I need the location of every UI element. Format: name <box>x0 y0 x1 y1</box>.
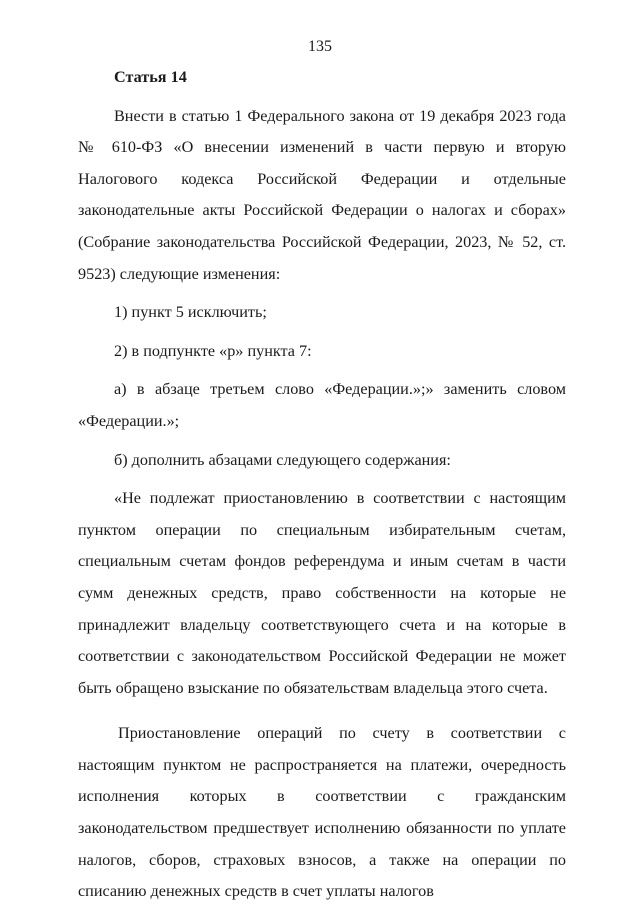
item-1: 1) пункт 5 исключить; <box>114 303 267 322</box>
document-body <box>78 62 566 908</box>
item-2a: а) в абзаце третьем слово «Федерации.»;» заменить словом «Федерации.»; <box>78 380 566 430</box>
item-2b: б) дополнить абзацами следующего содержания: <box>114 450 451 469</box>
item-2: 2) в подпункте «р» пункта 7: <box>114 341 312 360</box>
article-heading: Статья 14 <box>114 68 187 86</box>
quote-paragraph-1: «Не подлежат приостановлению в соответствии с настоящим пунктом операции по специальным избирательным счетам, специальным счетам фондов референдума и иным счетам в части сумм денежных средств, право собственности на которые не принадлежит владельцу соответствующего счета и на которые в соответствии с законодательством Российской Федерации не может быть обращено взыскание по обязательствам владельца этого счета. <box>78 489 566 697</box>
quote-paragraph-2: Приостановление операций по счету в соответствии с настоящим пунктом не распространяется на платежи, очередность исполнения которых в соответствии с гражданским законодательством предшествует исполнению обязанности по уплате налогов, сборов, страховых взносов, а также на операции по списанию денежных средств в счет уплаты налогов <box>78 724 566 901</box>
intro-paragraph: Внести в статью 1 Федерального закона от 19 декабря 2023 года № 610-ФЗ «О внесении изменений в части первую и вторую Налогового кодекса Российской Федерации и отдельные законодательные акты Российской Федерации о налогах и сборах» (Собрание законодательства Российской Федерации, 2023, № 52, ст. 9523) следующие изменения: <box>78 106 566 283</box>
page-number: 135 <box>308 38 332 55</box>
